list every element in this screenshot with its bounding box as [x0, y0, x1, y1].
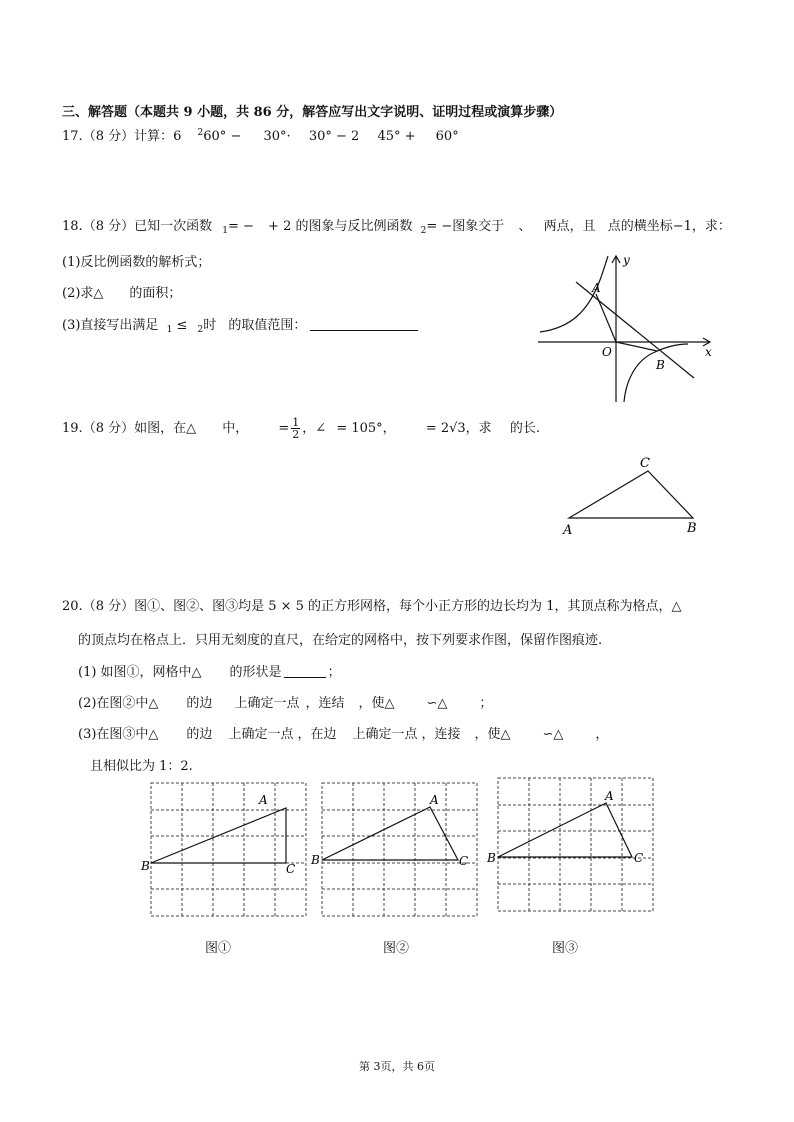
q18-item-1: (1)反比例函数的解析式；: [62, 255, 211, 270]
q20-item3-b: 的边: [186, 727, 213, 742]
q19-text-d: ，∠: [302, 421, 327, 436]
q19-points: （8 分）: [82, 421, 135, 436]
q18-item3-c: 时: [203, 318, 217, 333]
q20-item-3: [78, 727, 608, 743]
y-axis-label: y: [623, 253, 630, 267]
q20-item3-i: ，: [595, 727, 609, 742]
q20-line2: 的顶点均在格点上．只用无刻度的直尺，在给定的网格中，按下列要求作图，保留作图痕迹.: [78, 633, 603, 648]
q17-term3: 30°·: [263, 129, 291, 144]
q20-item3-e: 上确定一点: [352, 727, 418, 742]
q20-item2-f: ∽△: [426, 696, 448, 711]
triangle-ABC: [569, 471, 693, 518]
q20-item3-a: (3)在图③中△: [78, 727, 159, 742]
q18-text-a: 已知一次函数: [134, 219, 213, 234]
q20-item1-c: ；: [327, 665, 341, 680]
q19-text-c: =: [278, 421, 290, 436]
q17-verb: 计算：: [134, 129, 174, 144]
q17-term6: 60°: [435, 129, 459, 144]
q20-item-1: [78, 665, 341, 681]
segment-OA: [596, 294, 616, 342]
linear-function-line: [576, 282, 694, 378]
q17-term1: 6: [173, 129, 182, 144]
q20-item2-c: 上确定一点: [234, 696, 300, 711]
vertex-C-label: C: [640, 456, 650, 471]
q18-item2-b: 的面积；: [129, 286, 182, 301]
q19-number: 19.: [62, 421, 83, 436]
caption-figure-3: 图③: [552, 941, 579, 956]
q20-item2-g: ；: [479, 696, 493, 711]
q20-item2-e: ，使△: [358, 696, 395, 711]
vertex-A-label: A: [259, 793, 268, 807]
q18-sub2: 2: [420, 226, 427, 236]
page-footer: 第 3页，共 6页: [359, 1060, 435, 1073]
q18-number: 18.: [62, 219, 83, 234]
q18-text-e: 、: [518, 219, 532, 234]
q20-item3-g: ，使△: [474, 727, 511, 742]
q20-line1: 图①、图②、图③均是 5 × 5 的正方形网格，每个小正方形的边长均为 1，其顶点称为格点，△: [134, 599, 682, 614]
grid-figure-3: [486, 775, 656, 915]
q18-points: （8 分）: [82, 219, 135, 234]
q18-item2-a: (2)求△: [62, 286, 104, 301]
hyperbola-branch-right: [624, 344, 688, 402]
q17-points: （8 分）: [82, 129, 135, 144]
question-17: [62, 125, 459, 145]
x-axis-label: x: [705, 345, 712, 359]
q18-item3-sub2: 2: [197, 325, 204, 335]
grid-figure-1: [140, 780, 310, 920]
q20-item3-ratio: 且相似比为 1：2.: [90, 759, 193, 774]
q20-item2-a: (2)在图②中△: [78, 696, 159, 711]
q20-item2-d: ，连结: [305, 696, 345, 711]
q18-text-g: 点的横坐标−1，求：: [607, 219, 731, 234]
vertex-A-label: A: [605, 789, 614, 803]
dashed-grid: [151, 783, 306, 916]
vertex-B-label: B: [141, 859, 150, 873]
q18-function-graph: [530, 250, 720, 405]
answer-blank[interactable]: [310, 318, 418, 331]
q18-text-f: 两点，且: [543, 219, 596, 234]
question-19: [62, 417, 540, 440]
q18-text-d: = −图象交于: [426, 219, 505, 234]
dashed-grid: [498, 778, 653, 911]
question-18: [62, 219, 731, 239]
vertex-C-label: C: [634, 851, 644, 865]
q18-item3-a: (3)直接写出满足: [62, 318, 159, 333]
q18-item3-b: ≤: [176, 318, 188, 333]
q20-item3-h: ∽△: [542, 727, 564, 742]
q20-item3-d: ，在边: [297, 727, 337, 742]
q20-item3-c: 上确定一点: [228, 727, 294, 742]
q19-text-g: 的长.: [509, 421, 540, 436]
q20-points: （8 分）: [82, 599, 135, 614]
vertex-B-label: B: [311, 853, 320, 867]
q18-item-2: [62, 286, 181, 302]
shape-answer-blank[interactable]: [284, 665, 326, 678]
q18-text-c: + 2 的图象与反比例函数: [268, 219, 413, 234]
q17-number: 17.: [62, 129, 83, 144]
q19-text-e: = 105°，: [336, 421, 396, 436]
q18-item3-d: 的取值范围：: [228, 318, 307, 333]
q17-exponent: 2: [197, 128, 204, 138]
q19-fraction: [291, 417, 300, 440]
origin-label: O: [602, 345, 612, 359]
fraction-numerator: 1: [292, 416, 300, 429]
q17-term2: 60° −: [203, 129, 242, 144]
q20-item1-a: (1) 如图①，网格中△: [78, 665, 202, 680]
q19-text-b: 中，: [222, 421, 249, 436]
dashed-grid: [322, 783, 477, 916]
q18-item-3: [62, 318, 418, 338]
question-20: [62, 599, 681, 615]
q18-sub1: 1: [222, 226, 228, 236]
vertex-C-label: C: [286, 862, 296, 876]
vertex-A-label: A: [563, 523, 573, 538]
q20-item1-b: 的形状是: [229, 665, 282, 680]
q20-item2-b: 的边: [186, 696, 213, 711]
vertex-B-label: B: [687, 521, 697, 536]
q19-text-a: 如图，在△: [134, 421, 197, 436]
vertex-A-label: A: [430, 793, 439, 807]
q20-item-2: [78, 696, 492, 712]
caption-figure-2: 图②: [383, 941, 410, 956]
section-title: 三、解答题（本题共 9 小题，共 86 分，解答应写出文字说明、证明过程或演算步骤）: [62, 105, 563, 120]
grid-figure-2: [309, 780, 479, 920]
point-A-label: A: [592, 281, 601, 295]
q17-term4: 30° − 2: [308, 129, 360, 144]
q19-triangle-figure: [555, 452, 715, 538]
q17-term5: 45° +: [377, 129, 416, 144]
triangle-ABC: [498, 803, 632, 857]
caption-figure-1: 图①: [205, 941, 232, 956]
q19-text-f: = 2√3，求: [425, 421, 492, 436]
fraction-denominator: 2: [292, 428, 300, 441]
q18-text-b: = −: [227, 219, 254, 234]
triangle-ABC: [322, 807, 458, 860]
point-B-label: B: [656, 358, 665, 372]
q20-number: 20.: [62, 599, 83, 614]
q20-item3-f: ，连接: [421, 727, 461, 742]
q18-item3-sub1: 1: [166, 325, 173, 335]
vertex-B-label: B: [487, 851, 496, 865]
vertex-C-label: C: [459, 854, 469, 868]
